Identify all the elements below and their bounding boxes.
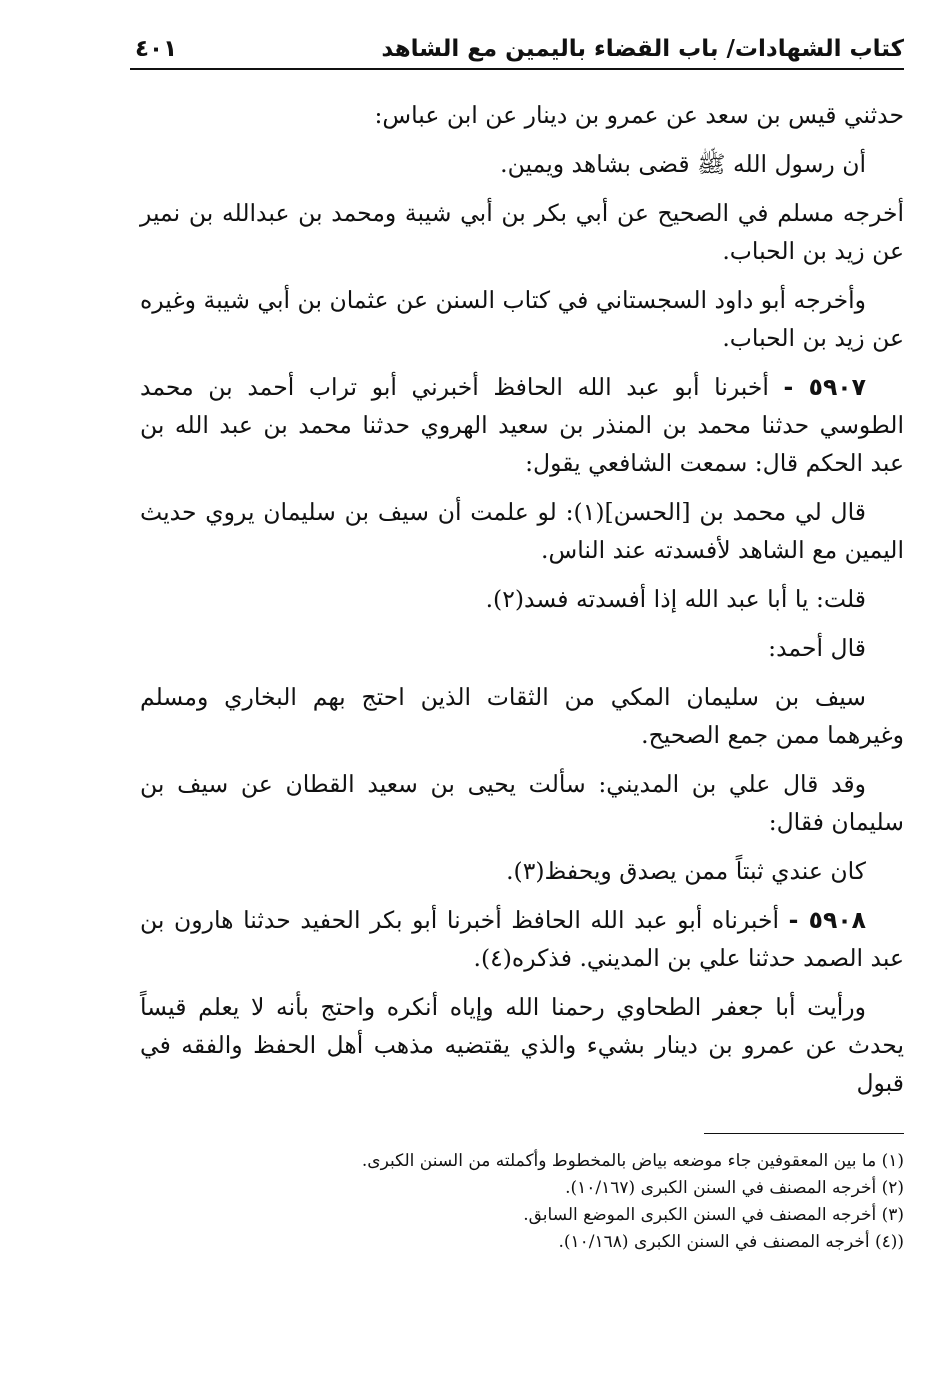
footnote-2: (٢) أخرجه المصنف في السنن الكبرى (١٠/١٦٧).	[565, 1178, 904, 1198]
paragraph-7: قلت: يا أبا عبد الله إذا أفسدته فسد(٢).	[485, 585, 866, 613]
paragraph-10: وقد قال علي بن المديني: سألت يحيى بن سعيد القطان عن سيف بن سليمان فقال:	[140, 770, 904, 836]
hadith-5908	[140, 901, 904, 977]
paragraph-4: وأخرجه أبو داود السجستاني في كتاب السنن عن عثمان بن أبي شيبة وغيره عن زيد بن الحباب.	[140, 286, 904, 352]
hadith-number: ٥٩٠٧ -	[783, 373, 866, 401]
paragraph-11: كان عندي ثبتاً ممن يصدق ويحفظ(٣).	[506, 857, 866, 885]
paragraph-2: أن رسول الله ﷺ قضى بشاهد ويمين.	[500, 150, 866, 178]
hadith-text: أخبرنا أبو عبد الله الحافظ أخبرني أبو تراب أحمد بن محمد الطوسي حدثنا محمد بن المنذر بن سعيد الهروي حدثنا محمد بن عبد الله بن عبد الحكم قال: سمعت الشافعي يقول:	[140, 373, 904, 477]
footnote-4: ((٤) أخرجه المصنف في السنن الكبرى (١٠/١٦٨).	[558, 1232, 904, 1252]
hadith-number: ٥٩٠٨ -	[788, 906, 867, 934]
paragraph-1: حدثني قيس بن سعد عن عمرو بن دينار عن ابن عباس:	[374, 101, 904, 129]
running-header	[135, 22, 904, 62]
header-divider	[130, 68, 904, 70]
paragraph-8: قال أحمد:	[768, 634, 866, 662]
hadith-text: أخبرناه أبو عبد الله الحافظ أخبرنا أبو بكر الحفيد حدثنا هارون بن عبد الصمد حدثنا علي بن المديني. فذكره(٤).	[140, 906, 904, 972]
header-title: كتاب الشهادات/ باب القضاء باليمين مع الشاهد	[381, 36, 904, 62]
paragraph-3: أخرجه مسلم في الصحيح عن أبي بكر بن أبي شيبة ومحمد بن عبدالله بن نمير عن زيد بن الحباب.	[140, 199, 904, 265]
paragraph-6: قال لي محمد بن [الحسن](١): لو علمت أن سيف بن سليمان يروي حديث اليمين مع الشاهد لأفسدته عند الناس.	[140, 498, 904, 564]
paragraph-9: سيف بن سليمان المكي من الثقات الذين احتج بهم البخاري ومسلم وغيرهما ممن جمع الصحيح.	[140, 683, 904, 749]
paragraph-13: ورأيت أبا جعفر الطحاوي رحمنا الله وإياه أنكره واحتج بأنه لا يعلم قيساً يحدث عن عمرو بن دينار بشيء والذي يقتضيه مذهب أهل الحفظ والفقه في قبول	[140, 993, 904, 1097]
main-text	[140, 96, 904, 1113]
footnotes	[140, 1148, 904, 1256]
page-number: ٤٠١	[135, 36, 178, 62]
footnote-1: (١) ما بين المعقوفين جاء موضعه بياض بالمخطوط وأكملته من السنن الكبرى.	[361, 1151, 904, 1171]
hadith-5907	[140, 368, 904, 482]
footnote-divider	[704, 1133, 904, 1134]
footnote-3: (٣) أخرجه المصنف في السنن الكبرى الموضع السابق.	[523, 1205, 904, 1225]
